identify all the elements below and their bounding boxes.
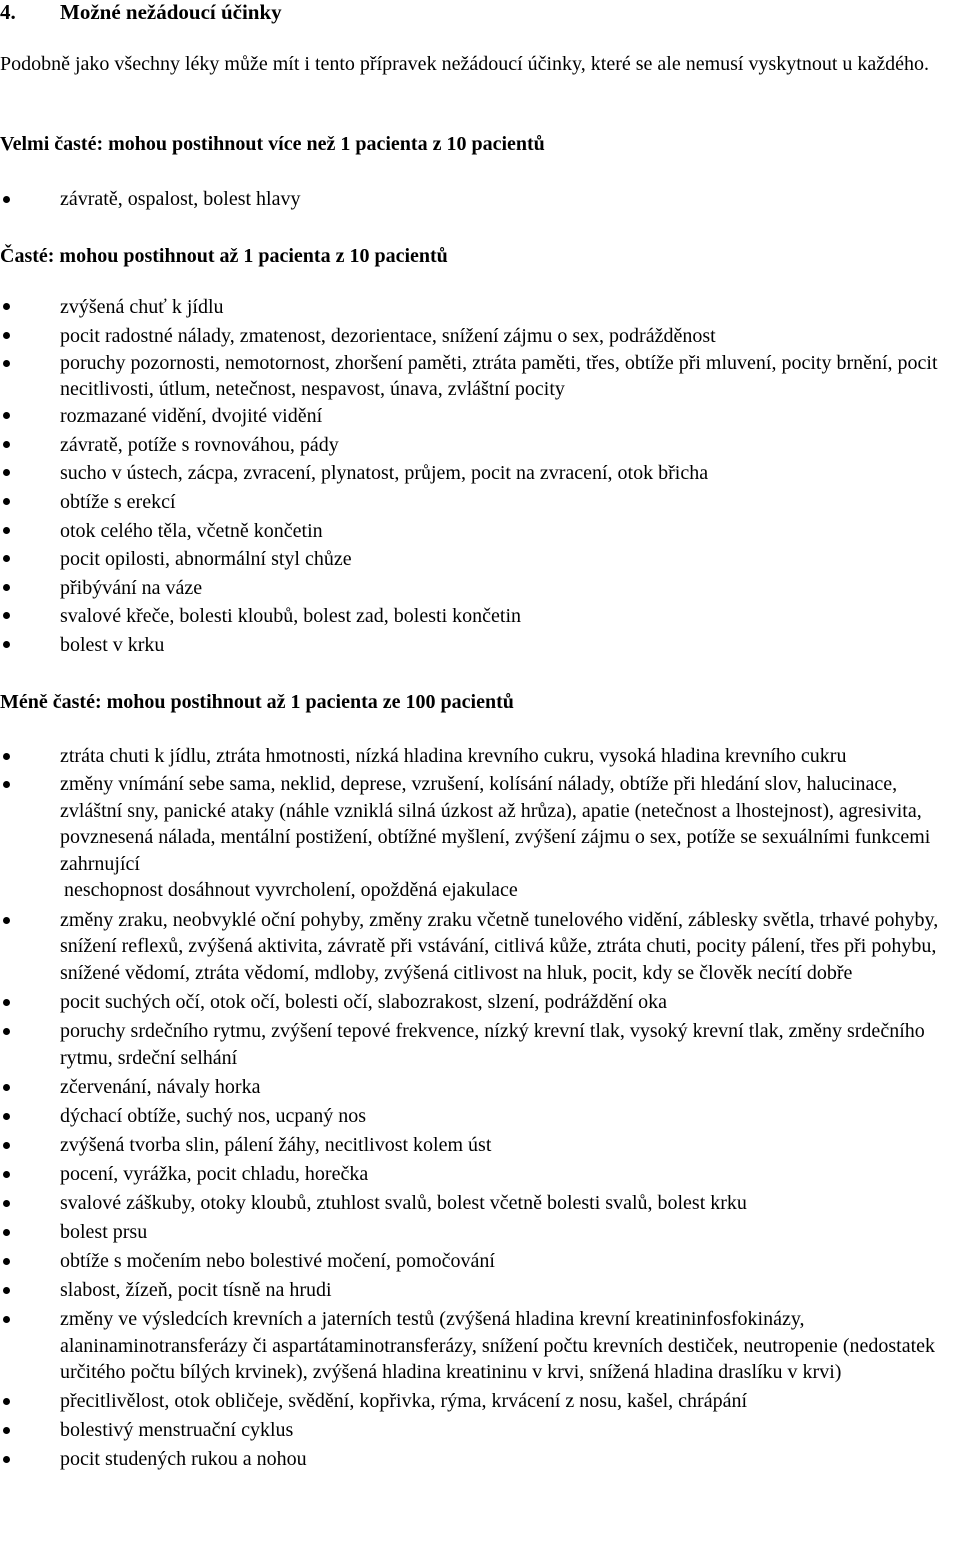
list-item: ztráta chuti k jídlu, ztráta hmotnosti, nízká hladina krevního cukru, vysoká hladina krevního cukru bbox=[0, 743, 950, 769]
list-item: pocit opilosti, abnormální styl chůze bbox=[0, 545, 956, 574]
list-item: zvýšená tvorba slin, pálení žáhy, necitlivost kolem úst bbox=[0, 1132, 950, 1159]
list-item: pocit suchých očí, otok očí, bolesti očí, slabozrakost, slzení, podráždění oka bbox=[0, 989, 950, 1016]
section-title: Možné nežádoucí účinky bbox=[60, 0, 282, 24]
list-item: závratě, ospalost, bolest hlavy bbox=[0, 186, 960, 213]
list-item: bolest prsu bbox=[0, 1219, 950, 1246]
list-item: přecitlivělost, otok obličeje, svědění, kopřivka, rýma, krvácení z nosu, kašel, chrápání bbox=[0, 1388, 950, 1415]
section-number: 4. bbox=[0, 0, 16, 24]
list-item: poruchy pozornosti, nemotornost, zhoršení paměti, ztráta paměti, třes, obtíže při mluvení, pocity brnění, pocit necitlivosti, útlum, netečnost, nespavost, únava, zvláštní pocity bbox=[0, 350, 956, 402]
list-item: závratě, potíže s rovnováhou, pády bbox=[0, 431, 956, 460]
uncommon-heading: Méně časté: mohou postihnout až 1 pacienta ze 100 pacientů bbox=[0, 691, 514, 713]
uncommon-list bbox=[0, 743, 950, 1473]
list-item: obtíže s močením nebo bolestivé močení, pomočování bbox=[0, 1248, 950, 1275]
list-item: změny vnímání sebe sama, neklid, deprese, vzrušení, kolísání nálady, obtíže při hledání slov, halucinace, zvláštní sny, panické ataky (náhle vzniklá silná úzkost až hrůza), apatie (netečnost a lhostejnost), agresivita, povznesená nálada, mentální postižení, obtížné myšlení, zvýšení zájmu o sex, potíže se sexuálními funkcemi zahrnující neschopnost dosáhnout vyvrcholení, opožděná ejakulace bbox=[0, 771, 950, 904]
list-item: obtíže s erekcí bbox=[0, 488, 956, 517]
list-item: bolestivý menstruační cyklus bbox=[0, 1417, 950, 1444]
list-item: poruchy srdečního rytmu, zvýšení tepové frekvence, nízký krevní tlak, vysoký krevní tlak, změny srdečního rytmu, srdeční selhání bbox=[0, 1018, 950, 1072]
list-item: změny ve výsledcích krevních a jaterních testů (zvýšená hladina krevní kreatininfosfokinázy, alaninaminotransferázy či aspartátaminotransferázy, snížení počtu krevních destiček, neutropenie (nedostatek určitého počtu bílých krvinek), zvýšená hladina kreatininu v krvi, snížená hladina draslíku v krvi) bbox=[0, 1306, 950, 1386]
list-item: změny zraku, neobvyklé oční pohyby, změny zraku včetně tunelového vidění, záblesky světla, trhavé pohyby, snížení reflexů, zvýšená aktivita, závratě při vstávání, citlivá kůže, ztráta chuti, pocity pálení, třes při pohybu, snížené vědomí, ztráta vědomí, mdloby, zvýšená citlivost na hluk, pocit, kdy se člověk necítí dobře bbox=[0, 907, 950, 987]
list-item: otok celého těla, včetně končetin bbox=[0, 517, 956, 546]
common-heading: Časté: mohou postihnout až 1 pacienta z 10 pacientů bbox=[0, 245, 448, 267]
list-item-continuation: neschopnost dosáhnout vyvrcholení, opožděná ejakulace bbox=[64, 879, 518, 901]
list-item: pocit radostné nálady, zmatenost, dezorientace, snížení zájmu o sex, podrážděnost bbox=[0, 322, 956, 351]
list-item: zčervenání, návaly horka bbox=[0, 1074, 950, 1101]
list-item: slabost, žízeň, pocit tísně na hrudi bbox=[0, 1277, 950, 1304]
list-item: sucho v ústech, zácpa, zvracení, plynatost, průjem, pocit na zvracení, otok břicha bbox=[0, 459, 956, 488]
list-item: dýchací obtíže, suchý nos, ucpaný nos bbox=[0, 1103, 950, 1130]
very-common-heading: Velmi časté: mohou postihnout více než 1 pacienta z 10 pacientů bbox=[0, 133, 545, 155]
list-item: zvýšená chuť k jídlu bbox=[0, 293, 956, 322]
list-item: přibývání na váze bbox=[0, 574, 956, 603]
very-common-list bbox=[0, 186, 960, 213]
section-heading bbox=[0, 0, 282, 24]
list-item: pocení, vyrážka, pocit chladu, horečka bbox=[0, 1161, 950, 1188]
list-item: rozmazané vidění, dvojité vidění bbox=[0, 402, 956, 431]
list-item: pocit studených rukou a nohou bbox=[0, 1446, 950, 1473]
list-item: svalové křeče, bolesti kloubů, bolest zad, bolesti končetin bbox=[0, 602, 956, 631]
intro-paragraph: Podobně jako všechny léky může mít i tento přípravek nežádoucí účinky, které se ale nemusí vyskytnout u každého. bbox=[0, 53, 930, 75]
common-list bbox=[0, 293, 956, 660]
list-item: svalové záškuby, otoky kloubů, ztuhlost svalů, bolest včetně bolesti svalů, bolest krku bbox=[0, 1190, 950, 1217]
list-item: bolest v krku bbox=[0, 631, 956, 660]
